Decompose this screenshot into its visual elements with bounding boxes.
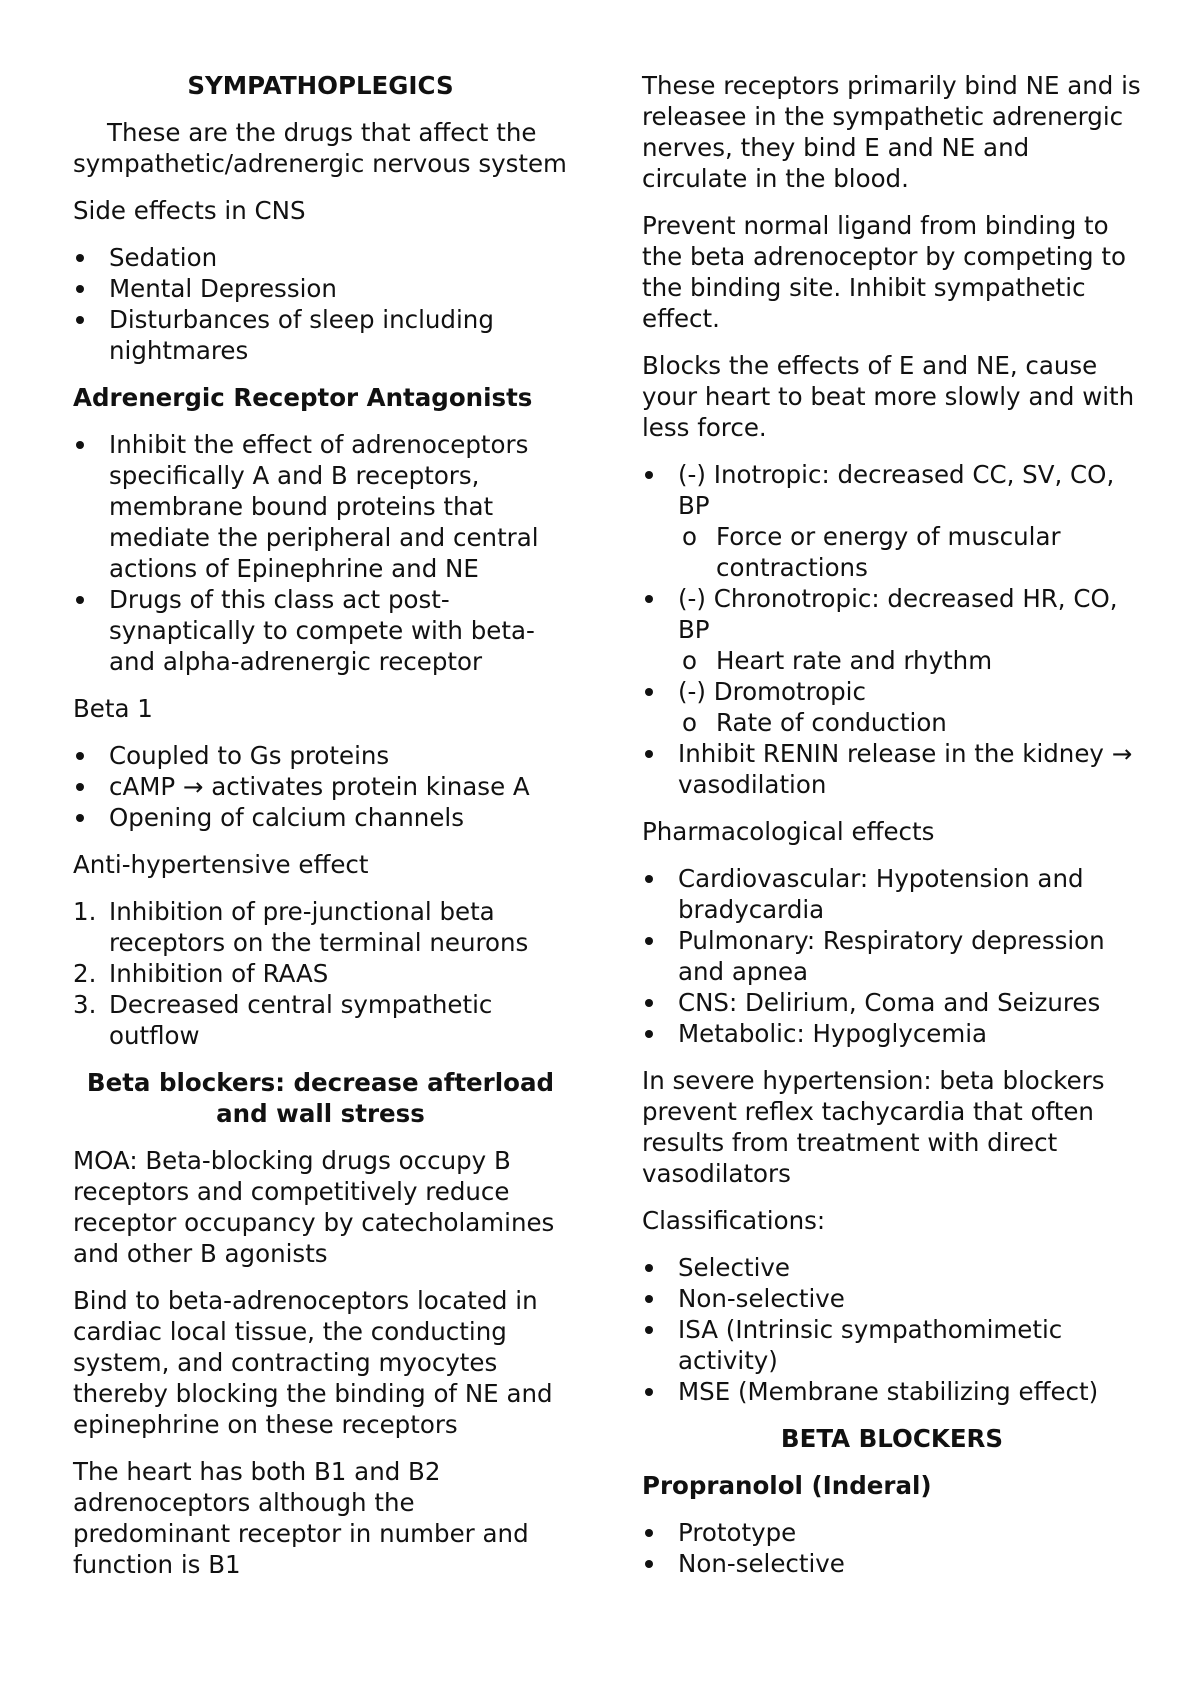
propranolol-heading: Propranolol (Inderal) xyxy=(642,1471,932,1500)
list-item: Opening of calcium channels xyxy=(73,802,568,833)
list-number: 2. xyxy=(73,959,97,988)
cardiac-effects-list xyxy=(642,459,1142,800)
receptors-paragraph: These receptors primarily bind NE and is releasee in the sympathetic adrenergic nerves, they bind E and NE and circulate in the blood. xyxy=(642,71,1141,193)
list-text: (-) Chronotropic: decreased HR, CO, BP xyxy=(678,584,1118,644)
circle-bullet-icon: o xyxy=(682,522,697,551)
left-column xyxy=(73,70,568,1596)
list-item: Pulmonary: Respiratory depression and apnea xyxy=(642,925,1142,987)
list-item: Non-selective xyxy=(642,1548,1142,1579)
antihypertensive-heading: Anti-hypertensive effect xyxy=(73,850,369,879)
list-item: Disturbances of sleep including nightmares xyxy=(73,304,568,366)
sub-list-text: Rate of conduction xyxy=(716,708,947,737)
antihypertensive-list xyxy=(73,896,568,1051)
beta1-list xyxy=(73,740,568,833)
intro-paragraph: These are the drugs that affect the sympathetic/adrenergic nervous system xyxy=(73,118,567,178)
right-column xyxy=(642,70,1142,1595)
severe-hypertension-paragraph: In severe hypertension: beta blockers prevent reflex tachycardia that often results from treatment with direct vasodilators xyxy=(642,1066,1105,1188)
list-item xyxy=(642,459,1142,583)
list-number: 1. xyxy=(73,897,97,926)
list-item: Non-selective xyxy=(642,1283,1142,1314)
list-item: Inhibit the effect of adrenoceptors specifically A and B receptors, membrane bound proteins that mediate the peripheral and central actions of Epinephrine and NE xyxy=(73,429,568,584)
blocks-paragraph: Blocks the effects of E and NE, cause your heart to beat more slowly and with less force. xyxy=(642,351,1135,442)
cns-side-effects-list xyxy=(73,242,568,366)
heart-paragraph: The heart has both B1 and B2 adrenoceptors although the predominant receptor in number and function is B1 xyxy=(73,1457,529,1579)
list-text: (-) Inotropic: decreased CC, SV, CO, BP xyxy=(678,460,1115,520)
document-title: SYMPATHOPLEGICS xyxy=(187,71,454,100)
classifications-list xyxy=(642,1252,1142,1407)
sub-list xyxy=(678,645,1142,676)
list-item: Mental Depression xyxy=(73,273,568,304)
pharmacological-list xyxy=(642,863,1142,1049)
list-item xyxy=(73,958,568,989)
list-item xyxy=(642,738,1142,800)
list-item: Coupled to Gs proteins xyxy=(73,740,568,771)
bind-paragraph: Bind to beta-adrenoceptors located in cardiac local tissue, the conducting system, and contracting myocytes thereby blocking the binding of NE and epinephrine on these receptors xyxy=(73,1286,553,1439)
pharmacological-heading: Pharmacological effects xyxy=(642,817,935,846)
propranolol-list xyxy=(642,1517,1142,1579)
list-item: cAMP → activates protein kinase A xyxy=(73,771,568,802)
list-item xyxy=(73,989,568,1051)
sub-list-item xyxy=(678,521,1142,583)
list-item: MSE (Membrane stabilizing effect) xyxy=(642,1376,1142,1407)
sub-list-item xyxy=(678,645,1142,676)
list-item: Drugs of this class act post-synaptically to compete with beta- and alpha-adrenergic receptor xyxy=(73,584,568,677)
list-item: Metabolic: Hypoglycemia xyxy=(642,1018,1142,1049)
sub-list xyxy=(678,707,1142,738)
list-item xyxy=(73,896,568,958)
list-text: Inhibit RENIN release in the kidney → vasodilation xyxy=(678,739,1133,799)
list-number: 3. xyxy=(73,990,97,1019)
list-item xyxy=(642,583,1142,676)
list-text: (-) Dromotropic xyxy=(678,677,866,706)
classifications-heading: Classifications: xyxy=(642,1206,826,1235)
prevent-paragraph: Prevent normal ligand from binding to the beta adrenoceptor by competing to the binding site. Inhibit sympathetic effect. xyxy=(642,211,1126,333)
sub-list-item xyxy=(678,707,1142,738)
list-item: CNS: Delirium, Coma and Seizures xyxy=(642,987,1142,1018)
circle-bullet-icon: o xyxy=(682,708,697,737)
list-text: Decreased central sympathetic outflow xyxy=(109,990,493,1050)
moa-paragraph: MOA: Beta-blocking drugs occupy B receptors and competitively reduce receptor occupancy by catecholamines and other B agonists xyxy=(73,1146,555,1268)
list-item xyxy=(642,676,1142,738)
circle-bullet-icon: o xyxy=(682,646,697,675)
sub-list-text: Force or energy of muscular contractions xyxy=(716,522,1061,582)
list-text: Inhibition of pre-junctional beta receptors on the terminal neurons xyxy=(109,897,529,957)
list-item: Prototype xyxy=(642,1517,1142,1548)
sub-list-text: Heart rate and rhythm xyxy=(716,646,993,675)
beta-blockers-title: BETA BLOCKERS xyxy=(780,1424,1004,1453)
antagonists-list xyxy=(73,429,568,677)
list-item: ISA (Intrinsic sympathomimetic activity) xyxy=(642,1314,1142,1376)
list-item: Selective xyxy=(642,1252,1142,1283)
cns-heading: Side effects in CNS xyxy=(73,196,306,225)
list-item: Sedation xyxy=(73,242,568,273)
beta1-heading: Beta 1 xyxy=(73,694,153,723)
antagonists-heading: Adrenergic Receptor Antagonists xyxy=(73,383,533,412)
list-text: Inhibition of RAAS xyxy=(109,959,329,988)
sub-list xyxy=(678,521,1142,583)
list-item: Cardiovascular: Hypotension and bradycardia xyxy=(642,863,1142,925)
beta-blockers-heading: Beta blockers: decrease afterload and wall stress xyxy=(86,1068,555,1128)
